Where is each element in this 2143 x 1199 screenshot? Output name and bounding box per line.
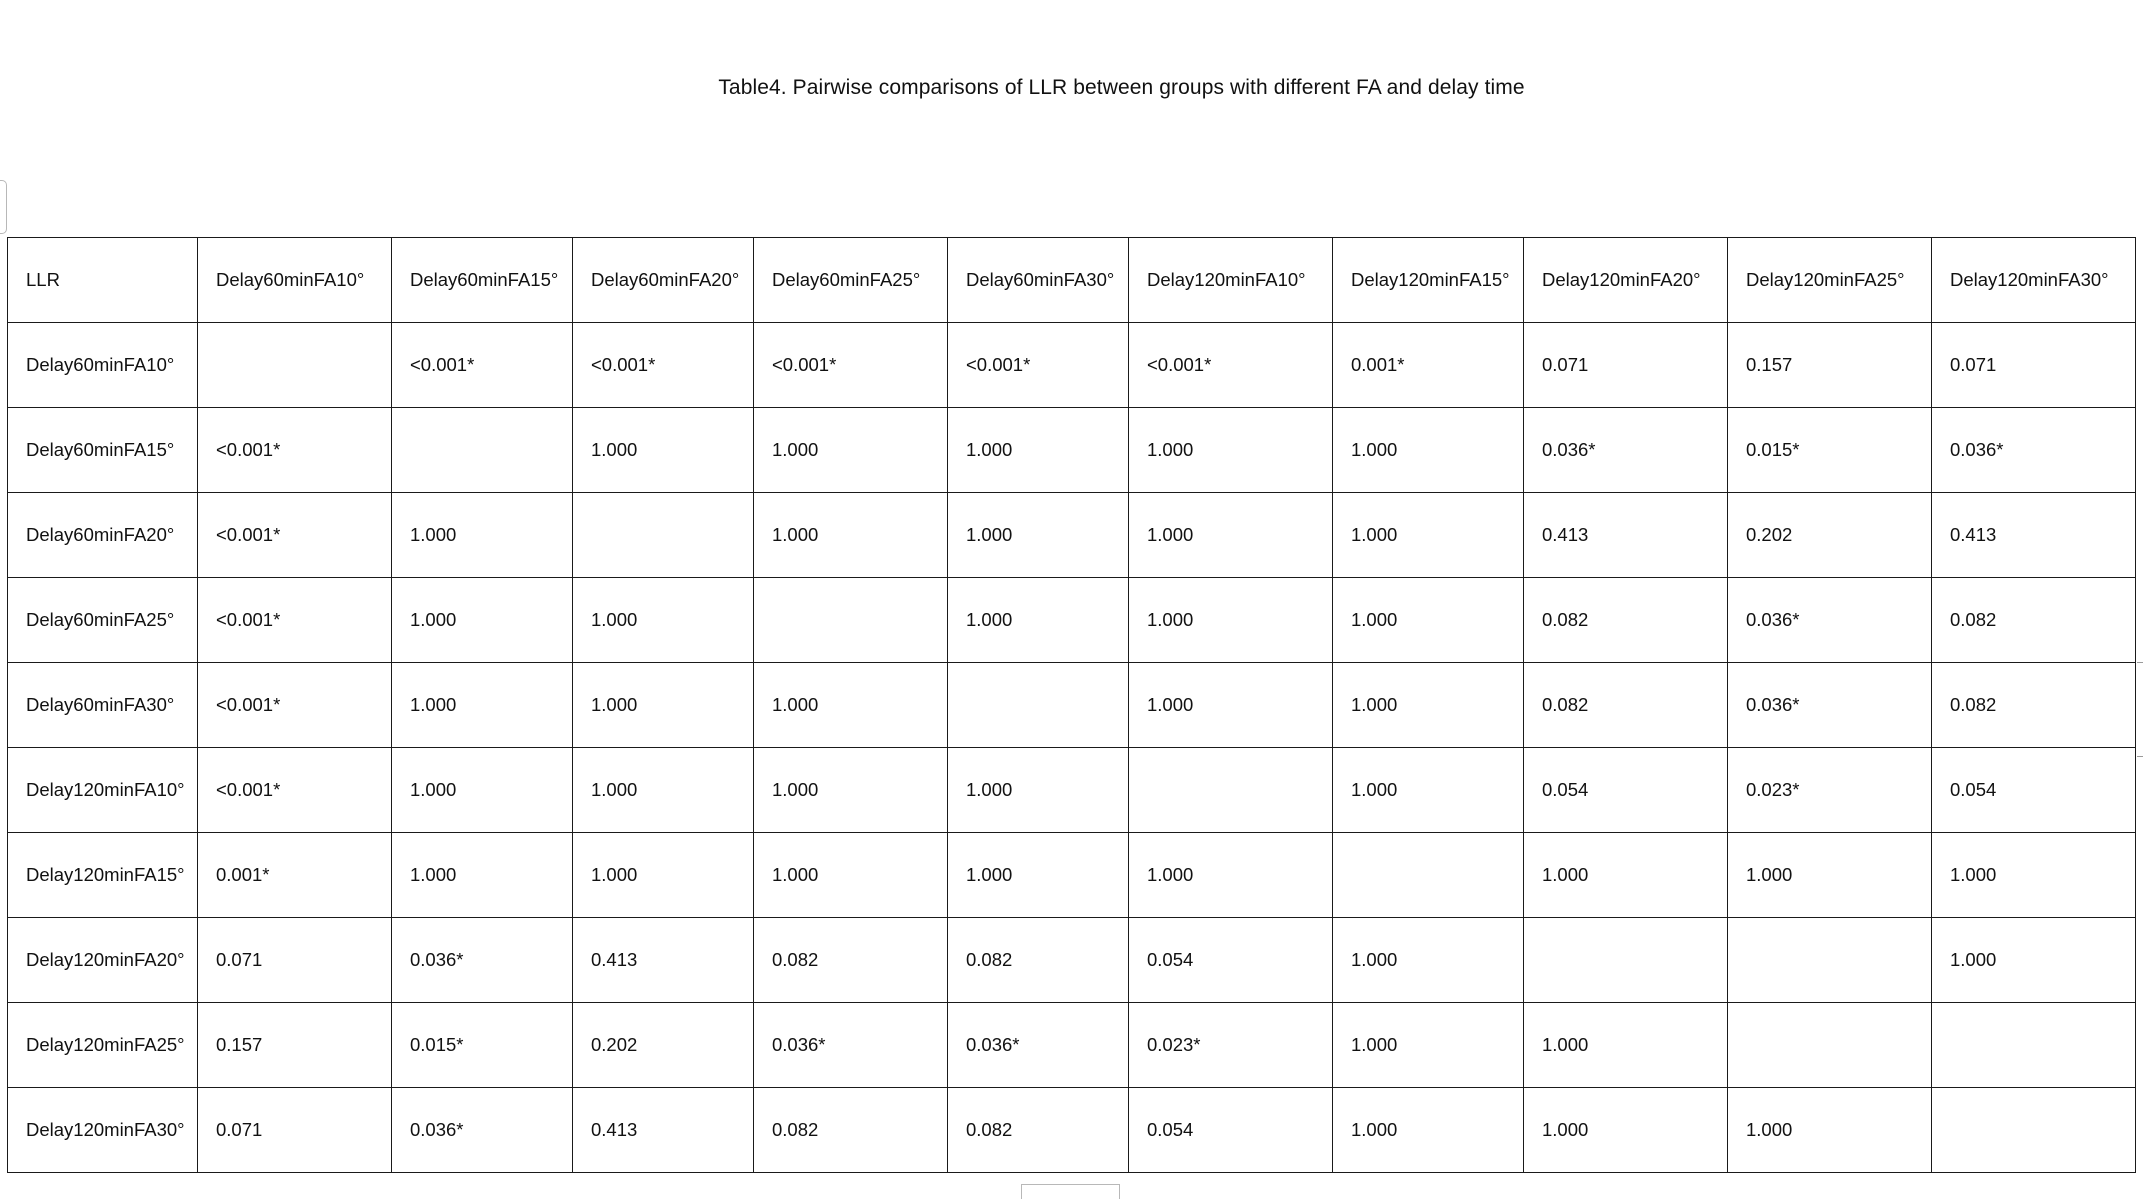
bottom-tab — [1021, 1184, 1120, 1199]
table-cell: 1.000 — [1932, 918, 2136, 1003]
table-cell: <0.001* — [198, 663, 392, 748]
table-cell: 1.000 — [948, 408, 1129, 493]
margin-marker — [2137, 662, 2143, 663]
table-row — [8, 323, 2136, 408]
table-cell: <0.001* — [198, 748, 392, 833]
table-cell: 1.000 — [1524, 833, 1728, 918]
table-cell: 0.413 — [1524, 493, 1728, 578]
column-header: Delay120minFA20° — [1524, 238, 1728, 323]
table-cell: 1.000 — [1524, 1003, 1728, 1088]
column-header: Delay120minFA30° — [1932, 238, 2136, 323]
table-cell — [1932, 1088, 2136, 1173]
row-label: Delay120minFA20° — [8, 918, 198, 1003]
table-cell: 1.000 — [1728, 1088, 1932, 1173]
table-cell: 1.000 — [573, 748, 754, 833]
table-cell: 1.000 — [1129, 493, 1333, 578]
corner-label: LLR — [8, 238, 198, 323]
table-cell: 0.082 — [1932, 663, 2136, 748]
table-cell: 1.000 — [1333, 493, 1524, 578]
table-cell: 1.000 — [1932, 833, 2136, 918]
table-cell: 0.036* — [392, 1088, 573, 1173]
margin-tab — [0, 180, 7, 234]
row-label: Delay120minFA30° — [8, 1088, 198, 1173]
table-row — [8, 918, 2136, 1003]
row-label: Delay120minFA10° — [8, 748, 198, 833]
table-cell: 0.023* — [1728, 748, 1932, 833]
table-cell: 1.000 — [392, 748, 573, 833]
table-row — [8, 663, 2136, 748]
table-cell: 1.000 — [392, 578, 573, 663]
row-label: Delay120minFA15° — [8, 833, 198, 918]
column-header: Delay60minFA20° — [573, 238, 754, 323]
column-header: Delay60minFA30° — [948, 238, 1129, 323]
table-cell — [1932, 1003, 2136, 1088]
table-cell: 1.000 — [1333, 748, 1524, 833]
table-row — [8, 1088, 2136, 1173]
table-row — [8, 748, 2136, 833]
table-cell: 0.082 — [1524, 578, 1728, 663]
table-cell: 1.000 — [1129, 663, 1333, 748]
table-cell: 0.082 — [1524, 663, 1728, 748]
table-cell: 1.000 — [1728, 833, 1932, 918]
table-cell: 0.054 — [1524, 748, 1728, 833]
table-cell: <0.001* — [1129, 323, 1333, 408]
table-cell: 0.413 — [573, 1088, 754, 1173]
table-cell: 1.000 — [948, 748, 1129, 833]
table-cell — [392, 408, 573, 493]
table-cell: 0.071 — [1524, 323, 1728, 408]
table-cell: 0.036* — [948, 1003, 1129, 1088]
table-row — [8, 493, 2136, 578]
table-cell: 1.000 — [392, 493, 573, 578]
table-cell: 1.000 — [573, 663, 754, 748]
table-cell: 1.000 — [1524, 1088, 1728, 1173]
table-cell: 0.036* — [754, 1003, 948, 1088]
table-cell: 1.000 — [1129, 833, 1333, 918]
table-cell: <0.001* — [198, 578, 392, 663]
table-cell: 1.000 — [948, 833, 1129, 918]
column-header: Delay60minFA25° — [754, 238, 948, 323]
table-cell: 0.036* — [392, 918, 573, 1003]
table-cell: 1.000 — [392, 833, 573, 918]
table-cell: 0.001* — [198, 833, 392, 918]
table-cell: 1.000 — [392, 663, 573, 748]
table-cell: 0.036* — [1728, 663, 1932, 748]
table-cell: 0.054 — [1932, 748, 2136, 833]
table-cell: 0.071 — [198, 1088, 392, 1173]
table-cell: 0.082 — [1932, 578, 2136, 663]
table-cell: 1.000 — [573, 408, 754, 493]
table-cell: 1.000 — [1333, 578, 1524, 663]
table-cell — [1728, 1003, 1932, 1088]
table-cell: 0.023* — [1129, 1003, 1333, 1088]
table-cell: 1.000 — [754, 663, 948, 748]
table-row — [8, 1003, 2136, 1088]
table-cell: 0.413 — [1932, 493, 2136, 578]
table-cell: 0.036* — [1524, 408, 1728, 493]
table-cell: 0.157 — [198, 1003, 392, 1088]
row-label: Delay120minFA25° — [8, 1003, 198, 1088]
table-cell — [1333, 833, 1524, 918]
row-label: Delay60minFA15° — [8, 408, 198, 493]
table-cell: 0.054 — [1129, 918, 1333, 1003]
table-cell: 0.082 — [948, 1088, 1129, 1173]
table-cell — [1129, 748, 1333, 833]
table-cell: 0.202 — [1728, 493, 1932, 578]
table-cell: 0.071 — [1932, 323, 2136, 408]
table-cell: 1.000 — [573, 833, 754, 918]
table-cell: 1.000 — [1333, 1003, 1524, 1088]
column-header: Delay120minFA10° — [1129, 238, 1333, 323]
table-cell: 0.413 — [573, 918, 754, 1003]
table-cell — [1728, 918, 1932, 1003]
column-header: Delay120minFA25° — [1728, 238, 1932, 323]
table-row — [8, 408, 2136, 493]
page-title: Table4. Pairwise comparisons of LLR between groups with different FA and delay time — [718, 76, 1525, 99]
comparison-table — [7, 237, 2136, 1173]
table-cell: 0.071 — [198, 918, 392, 1003]
table-cell: <0.001* — [198, 493, 392, 578]
column-header: Delay60minFA10° — [198, 238, 392, 323]
table-cell: 0.082 — [948, 918, 1129, 1003]
table-cell: 1.000 — [1333, 918, 1524, 1003]
row-label: Delay60minFA20° — [8, 493, 198, 578]
table-cell: 0.001* — [1333, 323, 1524, 408]
column-header: Delay120minFA15° — [1333, 238, 1524, 323]
table-cell: <0.001* — [198, 408, 392, 493]
table-cell: <0.001* — [573, 323, 754, 408]
table-cell: 1.000 — [1333, 1088, 1524, 1173]
table-cell: 1.000 — [1333, 408, 1524, 493]
row-label: Delay60minFA10° — [8, 323, 198, 408]
column-header: Delay60minFA15° — [392, 238, 573, 323]
table-cell: 1.000 — [1129, 408, 1333, 493]
table-cell: 0.202 — [573, 1003, 754, 1088]
table-cell — [198, 323, 392, 408]
table-cell: 1.000 — [754, 493, 948, 578]
table-cell: 1.000 — [1333, 663, 1524, 748]
table-cell — [573, 493, 754, 578]
table-cell: 1.000 — [948, 493, 1129, 578]
table-cell: 1.000 — [1129, 578, 1333, 663]
table-cell: <0.001* — [948, 323, 1129, 408]
table-cell — [754, 578, 948, 663]
table-cell: 0.054 — [1129, 1088, 1333, 1173]
table-cell — [1524, 918, 1728, 1003]
table-cell: 0.036* — [1932, 408, 2136, 493]
table-cell: 0.082 — [754, 918, 948, 1003]
row-label: Delay60minFA30° — [8, 663, 198, 748]
table-cell: <0.001* — [754, 323, 948, 408]
table-cell: 0.015* — [392, 1003, 573, 1088]
margin-marker — [2137, 756, 2143, 757]
table-cell: <0.001* — [392, 323, 573, 408]
table-cell: 0.036* — [1728, 578, 1932, 663]
table-row — [8, 833, 2136, 918]
table-cell: 1.000 — [754, 408, 948, 493]
table-row — [8, 578, 2136, 663]
table-cell: 1.000 — [754, 833, 948, 918]
table-cell: 0.157 — [1728, 323, 1932, 408]
header-row — [8, 238, 2136, 323]
table-cell: 1.000 — [754, 748, 948, 833]
row-label: Delay60minFA25° — [8, 578, 198, 663]
table-cell: 1.000 — [948, 578, 1129, 663]
table-cell: 0.082 — [754, 1088, 948, 1173]
table-cell: 1.000 — [573, 578, 754, 663]
table-cell: 0.015* — [1728, 408, 1932, 493]
table-cell — [948, 663, 1129, 748]
